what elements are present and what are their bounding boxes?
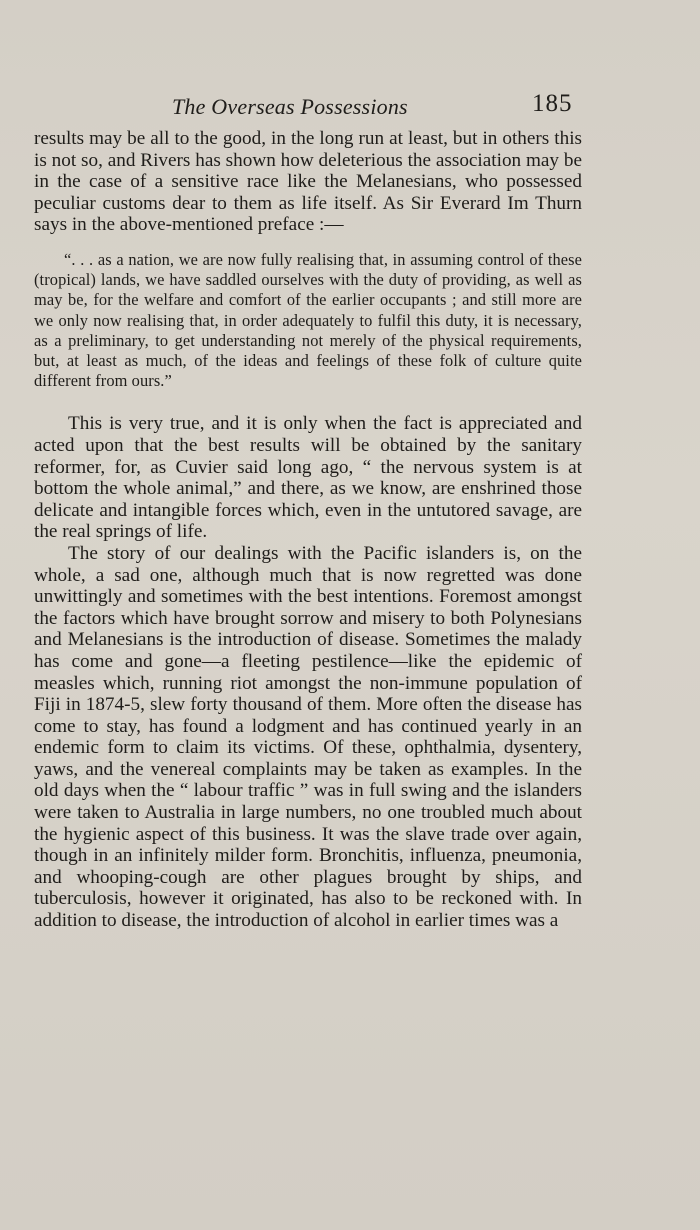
running-head	[34, 88, 582, 126]
block-quote: “. . . as a nation, we are now fully realising that, in assuming control of these (tropical) lands, we have saddled ourselves with the duty of providing, as well as may be, for the welfare and comfort of the earlier occupants ; and still more are we only now realising that, in order adequately to fulfil this duty, it is necessary, as a preliminary, to get understanding not merely of the physical requirements, but, at least as much, of the ideas and feelings of these folk of culture quite different from ours.”	[34, 249, 582, 391]
page-number: 185	[532, 90, 573, 117]
continuation-paragraph: results may be all to the good, in the long run at least, but in others this is not so, and Rivers has shown how deleterious the association may be in the case of a sensitive race like the Melanesians, who possessed peculiar customs dear to them as life itself. As Sir Everard Im Thurn says in the above-mentioned preface :—	[34, 128, 582, 236]
paragraph-2: The story of our dealings with the Pacific islanders is, on the whole, a sad one, although much that is now regretted was done unwittingly and sometimes with the best intentions. Foremost amongst the factors which have brought sorrow and misery to both Polynesians and Melanesians is the introduction of disease. Sometimes the malady has come and gone—a fleeting pestilence—like the epidemic of measles which, running riot amongst the non-immune population of Fiji in 1874-5, slew forty thousand of them. More often the disease has come to stay, has found a lodgment and has continued yearly in an endemic form to claim its victims. Of these, ophthalmia, dysentery, yaws, and the venereal complaints may be taken as examples. In the old days when the “ labour traffic ” was in full swing and the islanders were taken to Australia in large numbers, no one troubled much about the hygienic aspect of this business. It was the slave trade over again, though in an infinitely milder form. Bronchitis, influenza, pneumonia, and whooping-cough are other plagues brought by ships, and tuberculosis, however it originated, has also to be reckoned with. In addition to disease, the introduction of alcohol in earlier times was a	[34, 542, 582, 932]
running-title: The Overseas Possessions	[172, 94, 408, 119]
paragraph-1: This is very true, and it is only when the fact is appreciated and acted upon that the best results will be obtained by the sanitary reformer, for, as Cuvier said long ago, “ the nervous system is at bottom the whole animal,” and there, as we know, are enshrined those delicate and intangible forces which, even in the untutored savage, are the real springs of life.	[34, 413, 582, 543]
book-page	[34, 88, 582, 932]
